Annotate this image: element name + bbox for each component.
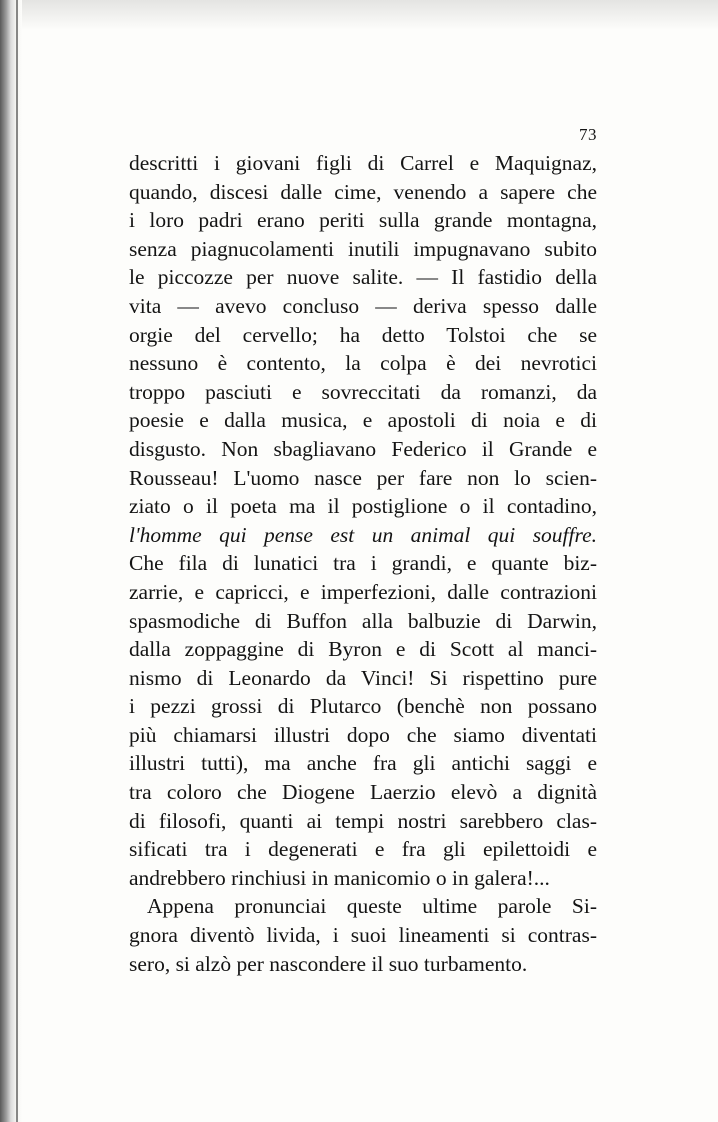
page-number: 73 xyxy=(579,125,597,144)
text-line: i pezzi grossi di Plutarco (benchè non possano xyxy=(129,694,597,719)
text-line: vita — avevo concluso — deriva spesso dalle xyxy=(129,293,597,318)
text-line: senza piagnucolamenti inutili impugnavano subito xyxy=(129,236,597,261)
text-line: nessuno è contento, la colpa è dei nevrotici xyxy=(129,351,597,376)
text-line: sero, si alzò per nascondere il suo turbamento. xyxy=(129,951,528,976)
text-line: disgusto. Non sbagliavano Federico il Grande e xyxy=(129,436,597,461)
text-line: illustri tutti), ma anche fra gli antichi saggi e xyxy=(129,751,597,776)
page-top-shadow xyxy=(22,0,718,30)
text-line: descritti i giovani figli di Carrel e Maquignaz, xyxy=(129,151,597,175)
text-line: gnora diventò livida, i suoi lineamenti si contras- xyxy=(129,923,597,948)
text-line: quando, discesi dalle cime, venendo a sapere che xyxy=(129,179,597,204)
text-line: spasmodiche di Buffon alla balbuzie di Darwin, xyxy=(129,608,597,633)
french-quote-line: l'homme qui pense est un animal qui souffre. xyxy=(129,522,597,547)
text-line: dalla zoppaggine di Byron e di Scott al manci- xyxy=(129,637,597,662)
text-line: i loro padri erano periti sulla grande montagna, xyxy=(129,208,597,233)
text-line: Che fila di lunatici tra i grandi, e quante biz- xyxy=(129,551,597,576)
text-line: nismo di Leonardo da Vinci! Si rispettino pure xyxy=(129,665,597,690)
paragraph-end-line: andrebbero rinchiusi in manicomio o in galera!... xyxy=(129,865,550,890)
text-line: tra coloro che Diogene Laerzio elevò a dignità xyxy=(129,780,597,805)
text-line: di filosofi, quanti ai tempi nostri sarebbero clas- xyxy=(129,808,597,833)
text-line: zarrie, e capricci, e imperfezioni, dalle contrazioni xyxy=(129,579,597,604)
paragraph-start-line: Appena pronunciai queste ultime parole Si- xyxy=(147,894,597,919)
text-line: orgie del cervello; ha detto Tolstoi che se xyxy=(129,322,597,347)
text-line: le piccozze per nuove salite. — Il fastidio della xyxy=(129,265,597,290)
text-line: troppo pasciuti e sovreccitati da romanzi, da xyxy=(129,379,597,404)
text-line: ziato o il poeta ma il postiglione o il contadino, xyxy=(129,494,597,519)
text-line: sificati tra i degenerati e fra gli epilettoidi e xyxy=(129,837,597,862)
text-line: più chiamarsi illustri dopo che siamo diventati xyxy=(129,722,597,747)
body-text xyxy=(129,149,597,978)
text-line: Rousseau! L'uomo nasce per fare non lo scien- xyxy=(129,465,597,490)
page-edge-line xyxy=(16,0,18,1122)
text-line: poesie e dalla musica, e apostoli di noia e di xyxy=(129,408,597,433)
book-spine-shadow xyxy=(0,0,22,1122)
